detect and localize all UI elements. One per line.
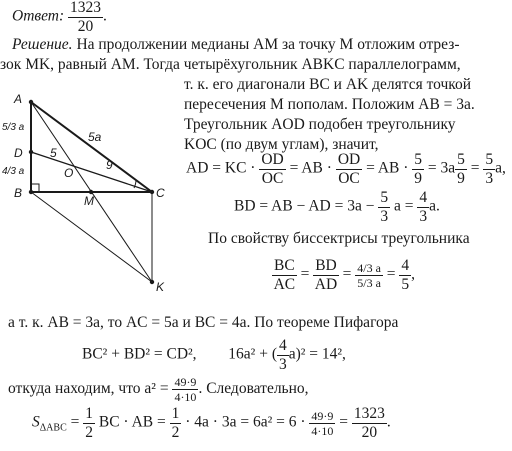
label-d: D bbox=[14, 146, 23, 160]
solution-line-1: Решение. На продолжении медианы AM за точку M отложим отрез- bbox=[12, 36, 460, 53]
equation-bd: BD = AB − AD = 3a − $\frac{5}{3}$ a = $\frac{4}{3}$ a. bbox=[234, 189, 440, 225]
answer-fraction: $\frac{1323}{20}$ bbox=[70, 0, 102, 35]
point-c bbox=[150, 190, 154, 194]
point-d bbox=[29, 150, 33, 154]
label-k: K bbox=[156, 280, 165, 294]
point-a bbox=[29, 100, 33, 104]
solution-line-8: а т. к. AB = 3a, то AC = 5a и BC = 4a. По теореме Пифагора bbox=[8, 314, 399, 331]
solution-line-9: откуда находим, что a² = $\frac{49\cdot 9}{4\cdot 10}$ . Следовательно, bbox=[8, 375, 309, 404]
answer-line: Ответ: $\frac{1323}{20}$ . bbox=[12, 0, 107, 35]
solution-line-6: KOC (по двум углам), значит, bbox=[184, 136, 379, 153]
solution-line-4: пересечения M пополам. Положим AB = 3a. bbox=[184, 96, 475, 113]
label-ao-length: 5 bbox=[50, 146, 57, 160]
solution-line-2: зок MK, равный AM. Тогда четырёхугольник ABKC параллелограмм, bbox=[0, 56, 461, 73]
label-b: B bbox=[14, 186, 23, 200]
label-c: C bbox=[156, 186, 165, 200]
label-o: O bbox=[64, 166, 74, 180]
point-k bbox=[150, 280, 154, 284]
solution-line-7: По свойству биссектрисы треугольника bbox=[208, 230, 470, 247]
label-m: M bbox=[84, 194, 94, 208]
point-b bbox=[29, 190, 33, 194]
solution-line-3: т. к. его диагонали BC и AK делятся точкой bbox=[184, 76, 472, 93]
label-bd-length: 4/3 a bbox=[2, 166, 25, 177]
label-oc-length: 9 bbox=[106, 158, 113, 172]
equation-bisector: $\frac{BC}{AC}$ = $\frac{BD}{AD}$ = $\frac{4/3 a}{5/3 a}$ = $\frac{4}{5}$ , bbox=[273, 257, 416, 293]
equation-ad: AD = KC · $\frac{OD}{OC}$ = AB · $\frac{OD}{OC}$ = AB · $\frac{5}{9}$ = 3a $\frac{5}{9}$ = $\frac{5}{3}$ a, bbox=[186, 151, 506, 187]
equation-area: $S_{\Delta ABC}$ = $\frac{1}{2}$ BC · AB = $\frac{1}{2}$ · 4a · 3a = 6a² = 6 · $\frac{49\cdot 9}{4\cdot 10}$ = $\frac{1323}{20}$ . bbox=[32, 405, 391, 441]
label-ab-length: 5/3 a bbox=[2, 122, 25, 133]
answer-label: Ответ: bbox=[12, 7, 65, 25]
label-a: A bbox=[14, 92, 23, 106]
solution-line-5: Треугольник AOD подобен треугольнику bbox=[184, 116, 456, 133]
equation-pythagoras: BC² + BD² = CD², 16a² + ( $\frac{4}{3}$ a)² = 14², bbox=[82, 337, 346, 373]
solution-label: Решение. bbox=[12, 36, 73, 53]
label-ac-length: 5a bbox=[88, 130, 102, 144]
